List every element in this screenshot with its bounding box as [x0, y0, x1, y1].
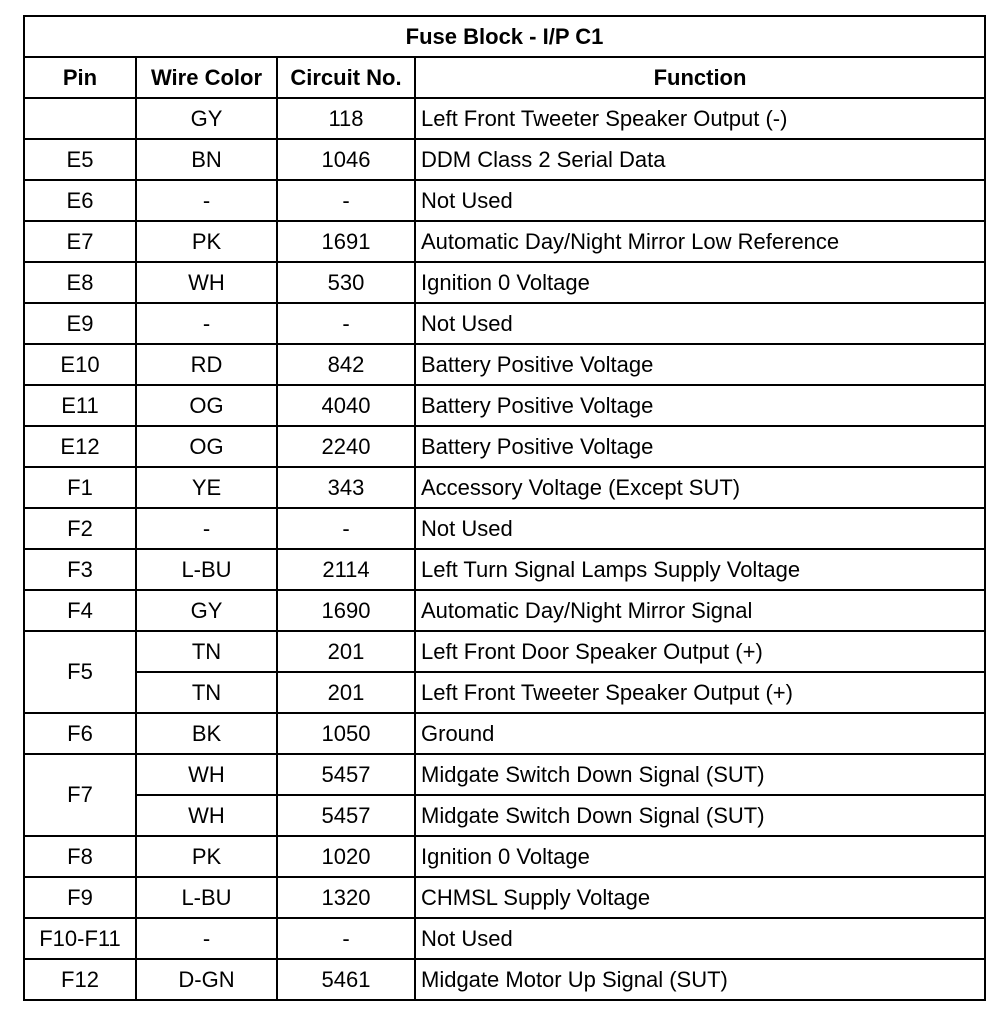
pin-cell: F9 — [24, 877, 136, 918]
table-row — [24, 385, 985, 426]
circuit-no-cell: - — [277, 303, 415, 344]
wire-color-cell: - — [136, 918, 277, 959]
table-row — [24, 262, 985, 303]
pin-cell: F3 — [24, 549, 136, 590]
pin-cell: F12 — [24, 959, 136, 1000]
table-row — [24, 918, 985, 959]
circuit-no-cell: 201 — [277, 672, 415, 713]
function-cell: DDM Class 2 Serial Data — [415, 139, 985, 180]
header-wire-color: Wire Color — [136, 57, 277, 98]
function-cell: Battery Positive Voltage — [415, 385, 985, 426]
table-row — [24, 508, 985, 549]
function-cell: CHMSL Supply Voltage — [415, 877, 985, 918]
table-row — [24, 98, 985, 139]
circuit-no-cell: 118 — [277, 98, 415, 139]
wire-color-cell: RD — [136, 344, 277, 385]
circuit-no-cell: 1691 — [277, 221, 415, 262]
pin-cell: F10-F11 — [24, 918, 136, 959]
wire-color-cell: - — [136, 303, 277, 344]
pin-cell: F5 — [24, 631, 136, 713]
table-row — [24, 344, 985, 385]
circuit-no-cell: 4040 — [277, 385, 415, 426]
function-cell: Midgate Switch Down Signal (SUT) — [415, 754, 985, 795]
table-row — [24, 221, 985, 262]
table-row — [24, 139, 985, 180]
pin-cell: E8 — [24, 262, 136, 303]
function-cell: Not Used — [415, 303, 985, 344]
header-circuit-no: Circuit No. — [277, 57, 415, 98]
wire-color-cell: PK — [136, 221, 277, 262]
circuit-no-cell: - — [277, 180, 415, 221]
function-cell: Automatic Day/Night Mirror Signal — [415, 590, 985, 631]
wire-color-cell: D-GN — [136, 959, 277, 1000]
table-row — [24, 836, 985, 877]
header-pin: Pin — [24, 57, 136, 98]
circuit-no-cell: 5457 — [277, 754, 415, 795]
table-row — [24, 426, 985, 467]
pin-cell: E12 — [24, 426, 136, 467]
table-title: Fuse Block - I/P C1 — [24, 16, 985, 57]
function-cell: Ignition 0 Voltage — [415, 836, 985, 877]
wire-color-cell: - — [136, 180, 277, 221]
circuit-no-cell: 201 — [277, 631, 415, 672]
circuit-no-cell: 343 — [277, 467, 415, 508]
function-cell: Left Front Tweeter Speaker Output (+) — [415, 672, 985, 713]
function-cell: Not Used — [415, 180, 985, 221]
table-row — [24, 303, 985, 344]
table-row — [24, 877, 985, 918]
wire-color-cell: OG — [136, 426, 277, 467]
function-cell: Midgate Motor Up Signal (SUT) — [415, 959, 985, 1000]
function-cell: Midgate Switch Down Signal (SUT) — [415, 795, 985, 836]
wire-color-cell: PK — [136, 836, 277, 877]
function-cell: Left Front Tweeter Speaker Output (-) — [415, 98, 985, 139]
wire-color-cell: BN — [136, 139, 277, 180]
wire-color-cell: - — [136, 508, 277, 549]
pin-cell — [24, 98, 136, 139]
circuit-no-cell: 2240 — [277, 426, 415, 467]
circuit-no-cell: - — [277, 508, 415, 549]
table-row — [24, 631, 985, 672]
function-cell: Accessory Voltage (Except SUT) — [415, 467, 985, 508]
wire-color-cell: L-BU — [136, 549, 277, 590]
function-cell: Ground — [415, 713, 985, 754]
wire-color-cell: WH — [136, 262, 277, 303]
circuit-no-cell: 1320 — [277, 877, 415, 918]
wire-color-cell: TN — [136, 672, 277, 713]
pin-cell: F6 — [24, 713, 136, 754]
function-cell: Not Used — [415, 508, 985, 549]
pin-cell: E5 — [24, 139, 136, 180]
function-cell: Left Turn Signal Lamps Supply Voltage — [415, 549, 985, 590]
table-row — [24, 549, 985, 590]
wire-color-cell: WH — [136, 795, 277, 836]
pin-cell: E6 — [24, 180, 136, 221]
circuit-no-cell: 1020 — [277, 836, 415, 877]
circuit-no-cell: 5461 — [277, 959, 415, 1000]
pin-cell: F4 — [24, 590, 136, 631]
pin-cell: E10 — [24, 344, 136, 385]
header-function: Function — [415, 57, 985, 98]
wire-color-cell: TN — [136, 631, 277, 672]
title-row — [24, 16, 985, 57]
table-row — [24, 590, 985, 631]
circuit-no-cell: 842 — [277, 344, 415, 385]
circuit-no-cell: 1046 — [277, 139, 415, 180]
table-row — [24, 180, 985, 221]
table-body — [24, 98, 985, 1000]
function-cell: Not Used — [415, 918, 985, 959]
pin-cell: E7 — [24, 221, 136, 262]
fuse-block-table — [23, 15, 986, 1001]
table-row — [24, 713, 985, 754]
circuit-no-cell: 1050 — [277, 713, 415, 754]
circuit-no-cell: 2114 — [277, 549, 415, 590]
wire-color-cell: L-BU — [136, 877, 277, 918]
function-cell: Automatic Day/Night Mirror Low Reference — [415, 221, 985, 262]
wire-color-cell: BK — [136, 713, 277, 754]
wire-color-cell: GY — [136, 98, 277, 139]
pin-cell: F2 — [24, 508, 136, 549]
circuit-no-cell: 5457 — [277, 795, 415, 836]
table-row — [24, 467, 985, 508]
table-row — [24, 795, 985, 836]
wire-color-cell: GY — [136, 590, 277, 631]
table-row — [24, 672, 985, 713]
pin-cell: E9 — [24, 303, 136, 344]
table-row — [24, 754, 985, 795]
header-row — [24, 57, 985, 98]
table-row — [24, 959, 985, 1000]
circuit-no-cell: - — [277, 918, 415, 959]
function-cell: Left Front Door Speaker Output (+) — [415, 631, 985, 672]
pin-cell: F1 — [24, 467, 136, 508]
function-cell: Battery Positive Voltage — [415, 426, 985, 467]
function-cell: Ignition 0 Voltage — [415, 262, 985, 303]
wire-color-cell: WH — [136, 754, 277, 795]
fuse-block-table-container — [23, 15, 986, 1001]
pin-cell: F8 — [24, 836, 136, 877]
function-cell: Battery Positive Voltage — [415, 344, 985, 385]
circuit-no-cell: 1690 — [277, 590, 415, 631]
pin-cell: F7 — [24, 754, 136, 836]
pin-cell: E11 — [24, 385, 136, 426]
wire-color-cell: OG — [136, 385, 277, 426]
circuit-no-cell: 530 — [277, 262, 415, 303]
wire-color-cell: YE — [136, 467, 277, 508]
